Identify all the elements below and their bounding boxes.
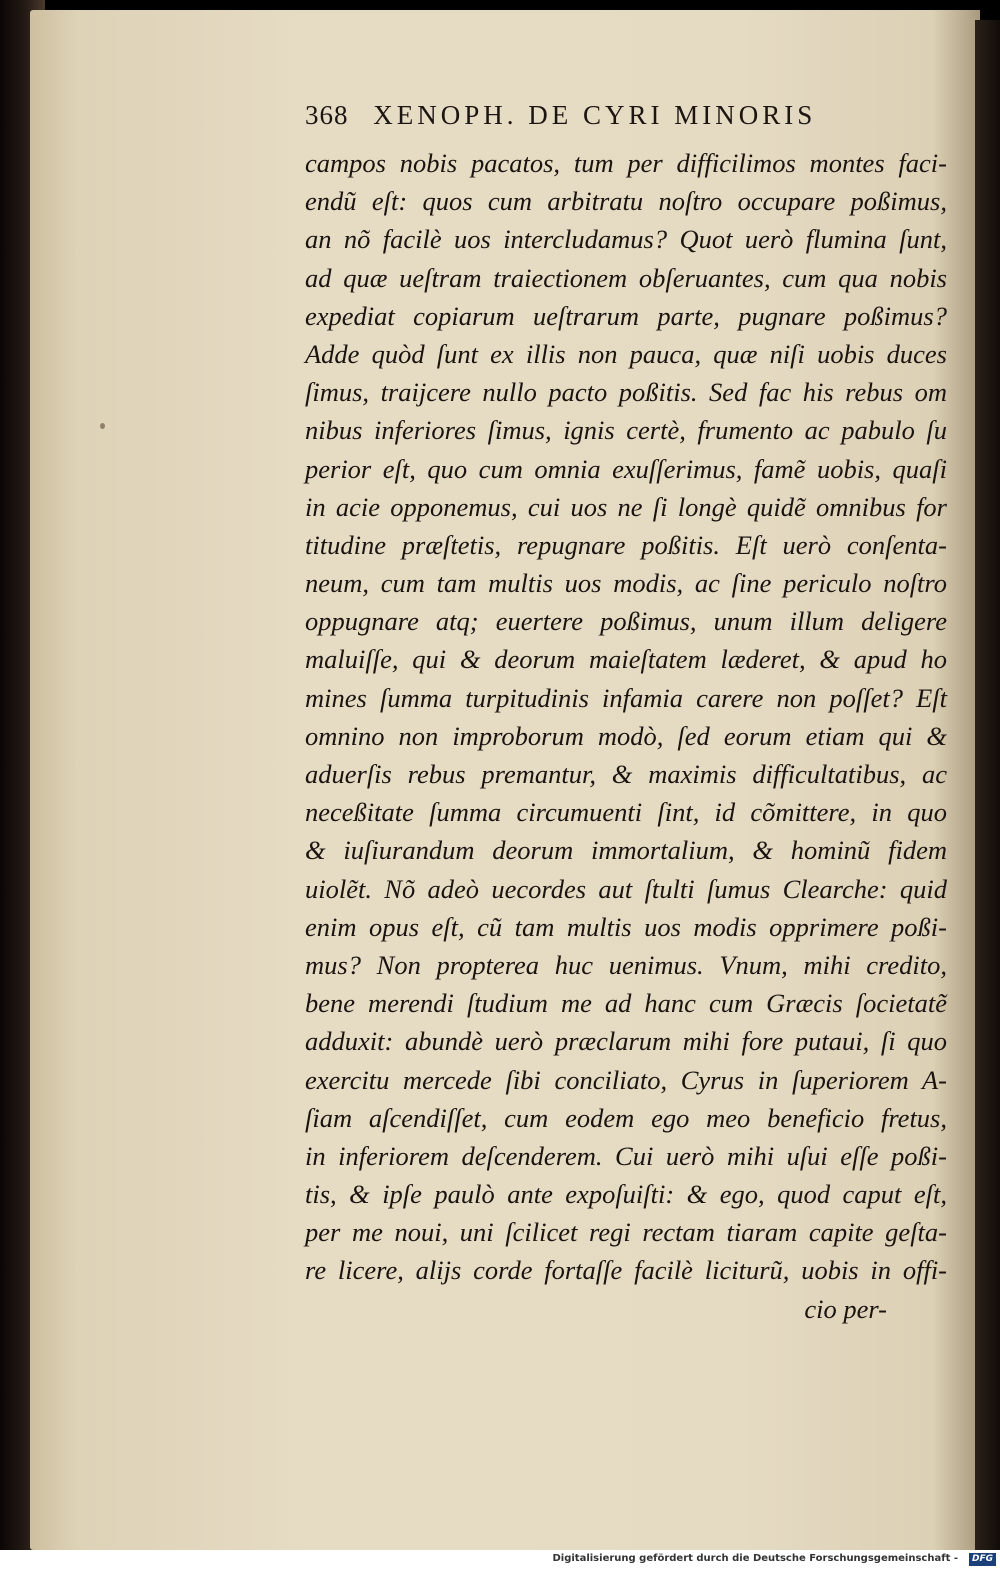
text-line: ad quæ ueſtram traiectionem obſeruantes, cum qua nobis (305, 262, 947, 293)
dfg-logo: DFG (969, 1553, 996, 1566)
text-line: exercitu mercede ſibi conciliato, Cyrus in ſuperiorem A- (305, 1064, 947, 1095)
text-line: maluiſſe, qui & deorum maieſtatem læderet, & apud ho (305, 644, 947, 675)
text-line: in inferiorem deſcenderem. Cui uerò mihi uſui eſſe poßi- (305, 1140, 947, 1171)
text-line: omnino non improborum modò, ſed eorum etiam qui & (305, 720, 947, 751)
text-line: oppugnare atq; euertere poßimus, unum illum deligere (305, 606, 947, 637)
text-line: bene merendi ſtudium me ad hanc cum Græcis ſocietatẽ (305, 988, 947, 1019)
digitization-footer (0, 1550, 1000, 1570)
text-line: nibus inferiores ſimus, ignis certè, frumento ac pabulo ſu (305, 415, 947, 446)
text-line: re licere, alijs corde fortaſſe facilè liciturũ, uobis in offi- (305, 1255, 947, 1286)
text-line: cio per- (804, 1293, 887, 1324)
text-line: & iuſiurandum deorum immortalium, & hominũ fidem (305, 835, 947, 866)
text-line: neum, cum tam multis uos modis, ac ſine periculo noſtro (305, 568, 947, 599)
text-line: mines ſumma turpitudinis infamia carere non poſſet? Eſt (305, 682, 947, 713)
text-line: an nõ facilè uos intercludamus? Quot uerò flumina ſunt, (305, 224, 947, 255)
text-line: adduxit: abundè uerò præclarum mihi fore putaui, ſi quo (305, 1026, 947, 1057)
text-line: Adde quòd ſunt ex illis non pauca, quæ niſi uobis duces (305, 338, 947, 369)
funding-credit: Digitalisierung gefördert durch die Deutsche Forschungsgemeinschaft - (552, 1553, 958, 1564)
text-line: tis, & ipſe paulò ante expoſuiſti: & ego, quod caput eſt, (305, 1179, 947, 1210)
text-line: per me noui, uni ſcilicet regi rectam tiaram capite geſta- (305, 1217, 947, 1248)
page-number: 368 (305, 100, 349, 130)
text-line: ſiam aſcendiſſet, cum eodem ego meo beneficio fretus, (305, 1102, 947, 1133)
text-line: neceßitate ſumma circumuenti ſint, id cõmittere, in quo (305, 797, 947, 828)
text-line: perior eſt, quo cum omnia exuſſerimus, famẽ uobis, quaſi (305, 453, 947, 484)
text-line: enim opus eſt, cũ tam multis uos modis opprimere poßi- (305, 911, 947, 942)
text-line: uiolẽt. Nõ adeò uecordes aut ſtulti ſumus Clearche: quid (305, 873, 947, 904)
text-line: aduerſis rebus premantur, & maximis difficultatibus, ac (305, 759, 947, 789)
text-line: endũ eſt: quos cum arbitratu noſtro occupare poßimus, (305, 186, 947, 217)
text-line: expediat copiarum ueſtrarum parte, pugnare poßimus? (305, 300, 947, 331)
text-line: in acie opponemus, cui uos ne ſi longè quidẽ omnibus for (305, 491, 947, 522)
text-line: campos nobis pacatos, tum per difficilimos montes faci- (305, 148, 947, 178)
text-line: ſimus, traijcere nullo pacto poßitis. Sed fac his rebus om (305, 377, 947, 408)
text-line: titudine præſtetis, repugnare poßitis. Eſt uerò conſenta- (305, 529, 947, 560)
running-title: XENOPH. DE CYRI MINORIS (373, 100, 817, 130)
body-text (305, 144, 947, 1328)
paper-stain (100, 423, 105, 429)
text-line: mus? Non propterea huc uenimus. Vnum, mihi credito, (305, 949, 947, 980)
running-head (305, 100, 935, 131)
scan-right-edge (975, 20, 1000, 1550)
